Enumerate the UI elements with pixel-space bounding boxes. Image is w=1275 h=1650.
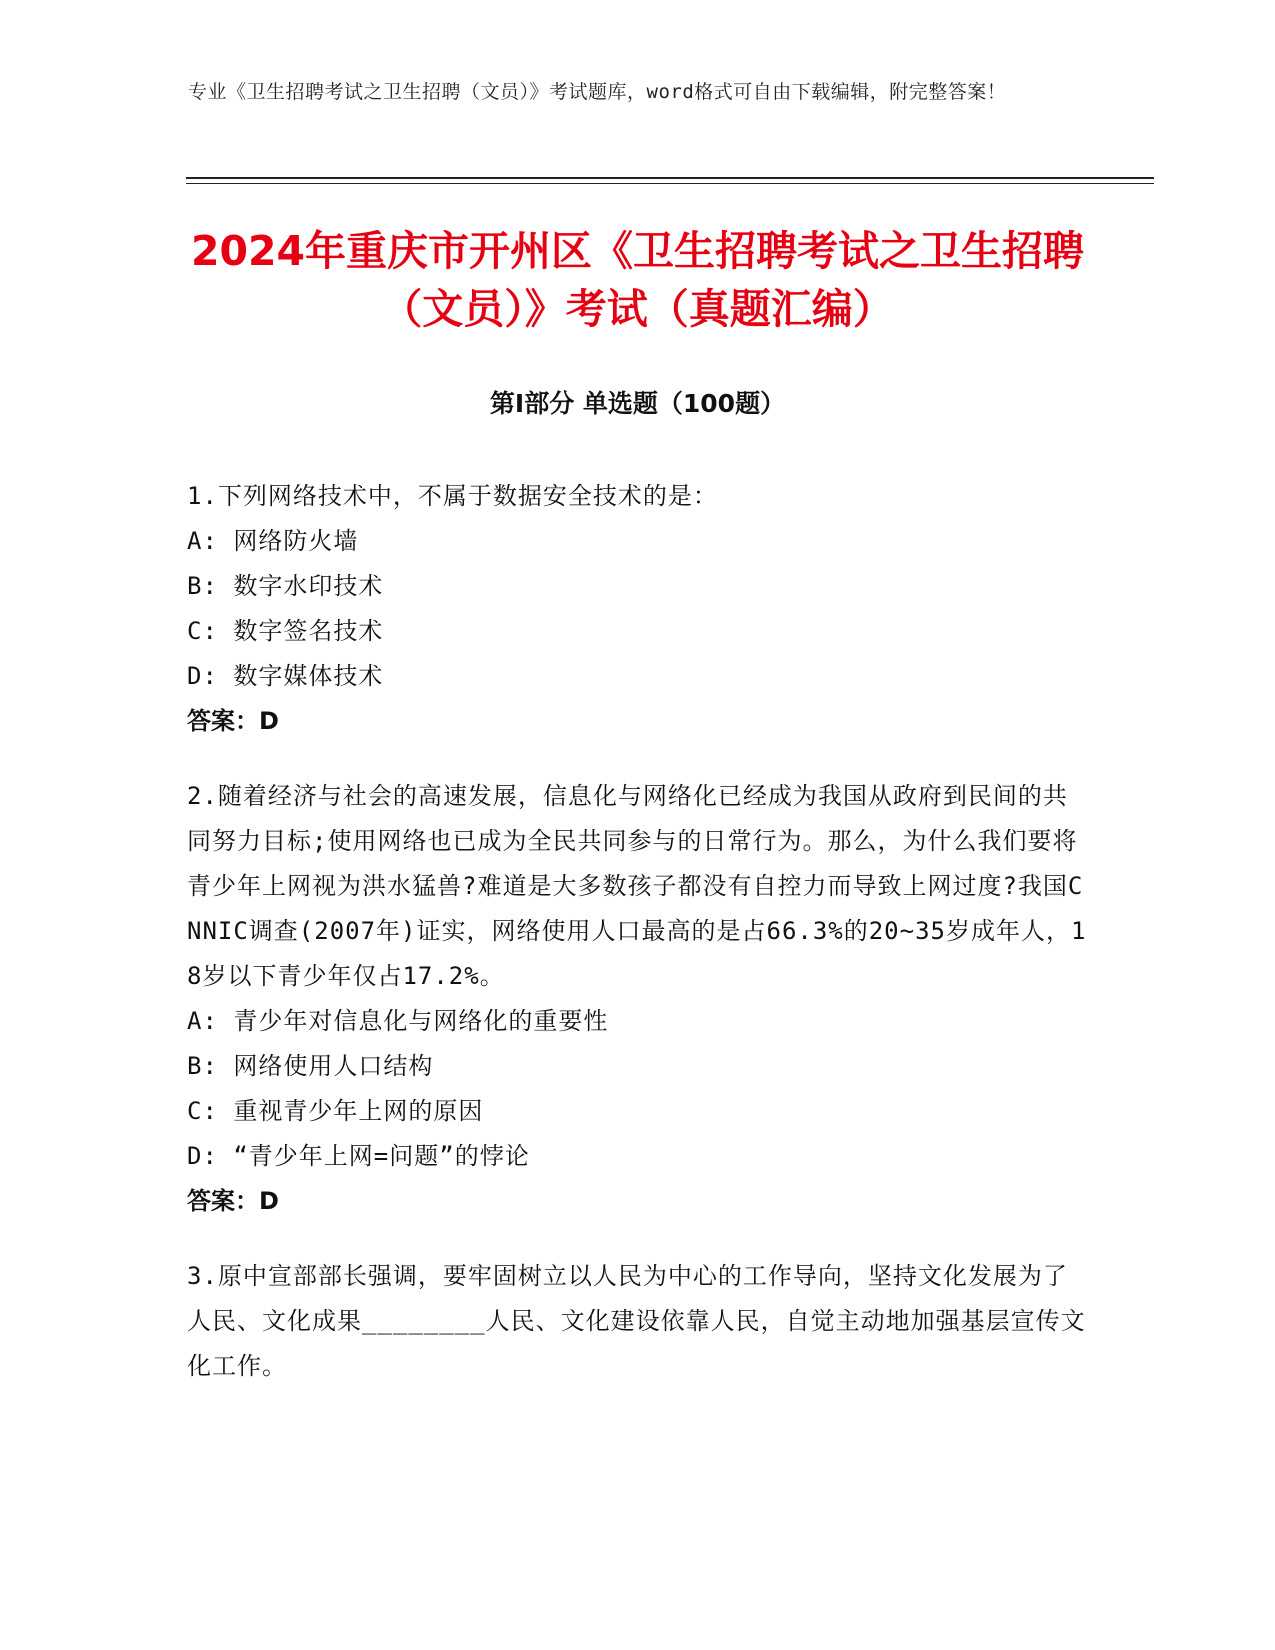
section-heading: 第I部分 单选题（100题） bbox=[489, 389, 786, 418]
option-c: C: 数字签名技术 bbox=[187, 617, 384, 645]
document-title: 2024年重庆市开州区《卫生招聘考试之卫生招聘（文员）》考试（真题汇编） bbox=[190, 227, 1085, 333]
option-b: B: 网络使用人口结构 bbox=[187, 1052, 434, 1080]
question-1 bbox=[187, 474, 1087, 744]
option-c: C: 重视青少年上网的原因 bbox=[187, 1097, 484, 1125]
answer-line: 答案：D bbox=[187, 707, 279, 735]
question-stem: 1.下列网络技术中，不属于数据安全技术的是： bbox=[187, 482, 718, 510]
question-3 bbox=[187, 1254, 1087, 1389]
option-d: D: “青少年上网=问题”的悖论 bbox=[187, 1142, 530, 1170]
option-a: A: 青少年对信息化与网络化的重要性 bbox=[187, 1007, 609, 1035]
answer-line: 答案：D bbox=[187, 1187, 279, 1215]
question-stem: 2.随着经济与社会的高速发展，信息化与网络化已经成为我国从政府到民间的共同努力目标;使用网络也已成为全民共同参与的日常行为。那么，为什么我们要将青少年上网视为洪水猛兽?难道是大多数孩子都没有自控力而导致上网过度?我国CNNIC调查(2007年)证实，网络使用人口最高的是占66.3%的20~35岁成年人，18岁以下青少年仅占17.2%。 bbox=[187, 782, 1087, 990]
header-divider-thin bbox=[186, 183, 1154, 184]
question-stem: 3.原中宣部部长强调，要牢固树立以人民为中心的工作导向，坚持文化发展为了人民、文化成果________人民、文化建设依靠人民，自觉主动地加强基层宣传文化工作。 bbox=[187, 1262, 1086, 1380]
question-2 bbox=[187, 774, 1087, 1224]
header-note: 专业《卫生招聘考试之卫生招聘（文员）》考试题库，word格式可自由下载编辑，附完整答案！ bbox=[188, 81, 1007, 103]
question-list bbox=[187, 474, 1087, 1419]
option-b: B: 数字水印技术 bbox=[187, 572, 384, 600]
option-d: D: 数字媒体技术 bbox=[187, 662, 384, 690]
header-divider-thick bbox=[186, 177, 1154, 179]
option-a: A: 网络防火墙 bbox=[187, 527, 359, 555]
